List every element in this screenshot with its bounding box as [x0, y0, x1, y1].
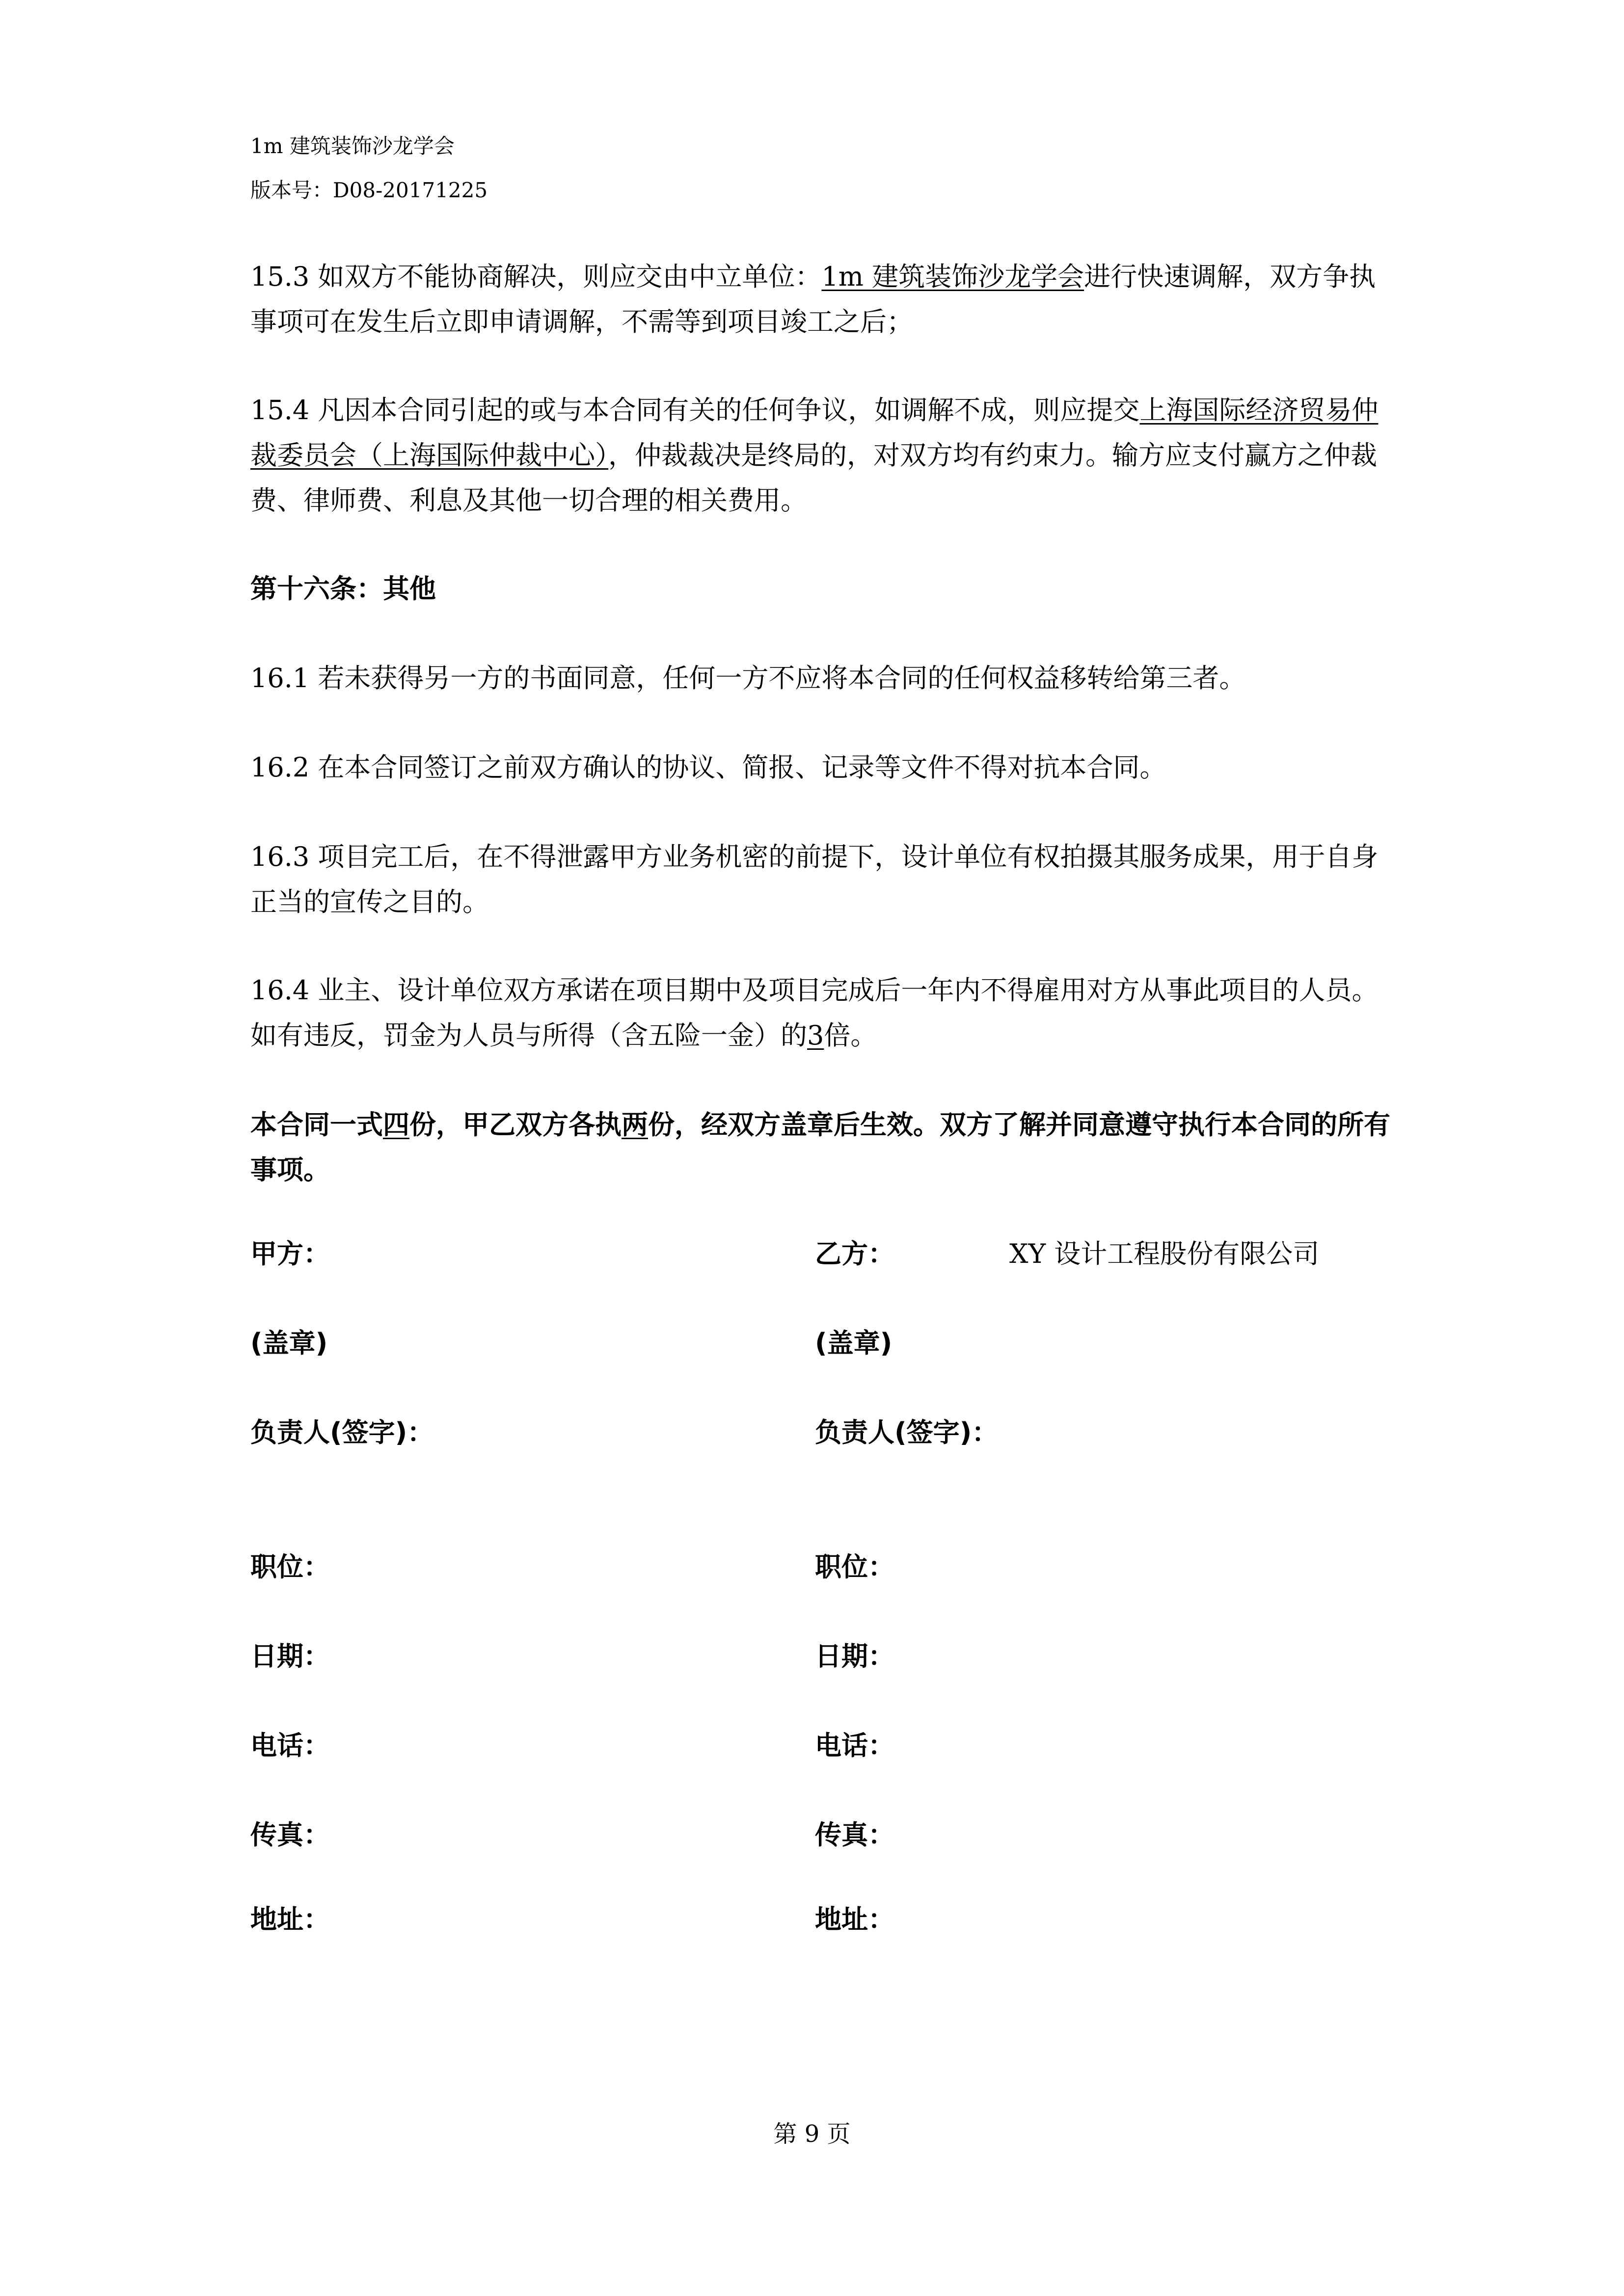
- clause-15-4-prefix: 15.4 凡因本合同引起的或与本合同有关的任何争议，如调解不成，则应提交: [250, 395, 1140, 426]
- clause-16-1: 16.1 若未获得另一方的书面同意，任何一方不应将本合同的任何权益移转给第三者。: [250, 663, 1246, 694]
- clause-15-3-prefix: 15.3 如双方不能协商解决，则应交由中立单位：: [250, 261, 822, 292]
- party-a-label: 甲方：: [250, 1238, 330, 1269]
- party-b-name: XY 设计工程股份有限公司: [1009, 1238, 1320, 1269]
- mediator-name: 1m 建筑装饰沙龙学会: [821, 261, 1084, 292]
- clause-16-4-suffix: 倍。: [824, 1020, 877, 1051]
- clause-16-4-prefix: 16.4 业主、设计单位双方承诺在项目期中及项目完成后一年内不得雇用对方从事此项目的人员。如有违反，罚金为人员与所得（含五险一金）的: [250, 975, 1379, 1051]
- party-b-position: 职位：: [815, 1551, 894, 1582]
- clause-15-4-suffix: ，仲裁裁决是终局的，对双方均有约束力。输方应支付赢方之仲裁费、律师费、利息及其他一切合理的相关费用。: [250, 440, 1377, 516]
- party-b-address: 地址：: [815, 1904, 894, 1935]
- penalty-multiplier: 3: [807, 1020, 824, 1051]
- party-a-fax: 传真：: [250, 1819, 330, 1850]
- copies-each: 两: [622, 1109, 648, 1140]
- clause-16-2: 16.2 在本合同签订之前双方确认的协议、简报、记录等文件不得对抗本合同。: [250, 752, 1166, 783]
- party-a-signer: 负责人(签字)：: [250, 1417, 434, 1448]
- party-a-seal: (盖章): [250, 1328, 328, 1359]
- page-number: 第 9 页: [773, 2120, 851, 2148]
- clause-16-3: 16.3 项目完工后，在不得泄露甲方业务机密的前提下，设计单位有权拍摄其服务成果，用于自身正当的宣传之目的。: [250, 841, 1379, 917]
- party-a-address: 地址：: [250, 1904, 330, 1935]
- party-a-position: 职位：: [250, 1551, 330, 1582]
- party-a-date: 日期：: [250, 1641, 330, 1672]
- party-a-phone: 电话：: [250, 1730, 330, 1761]
- party-b-phone: 电话：: [815, 1730, 894, 1761]
- clause-15-3-suffix: 进行快速调解，双方争执事项可在发生后立即申请调解，不需等到项目竣工之后；: [250, 261, 1376, 337]
- clause-15-4: [250, 388, 1394, 523]
- party-b-signer: 负责人(签字)：: [815, 1417, 999, 1448]
- arbitration-body: 上海国际经济贸易仲裁委员会（上海国际仲裁中心）: [250, 395, 1379, 471]
- header-version: 版本号：D08-20171225: [250, 178, 488, 202]
- closing-part1: 本合同一式: [250, 1109, 383, 1140]
- party-b-label: 乙方：: [815, 1238, 894, 1269]
- party-b-fax: 传真：: [815, 1819, 894, 1850]
- clause-16-4: [250, 968, 1394, 1058]
- article-16-title: 第十六条：其他: [250, 573, 436, 604]
- header-org: 1m 建筑装饰沙龙学会: [250, 134, 455, 158]
- party-b-seal: (盖章): [815, 1328, 893, 1359]
- clause-15-3: [250, 254, 1394, 345]
- copies-total: 四: [383, 1109, 409, 1140]
- closing-part2: 份，甲乙双方各执: [409, 1109, 622, 1140]
- closing-statement: [250, 1102, 1394, 1193]
- closing-part3: 份，经双方盖章后生效。双方了解并同意遵守执行本合同的所有事项。: [250, 1109, 1390, 1185]
- party-b-date: 日期：: [815, 1641, 894, 1672]
